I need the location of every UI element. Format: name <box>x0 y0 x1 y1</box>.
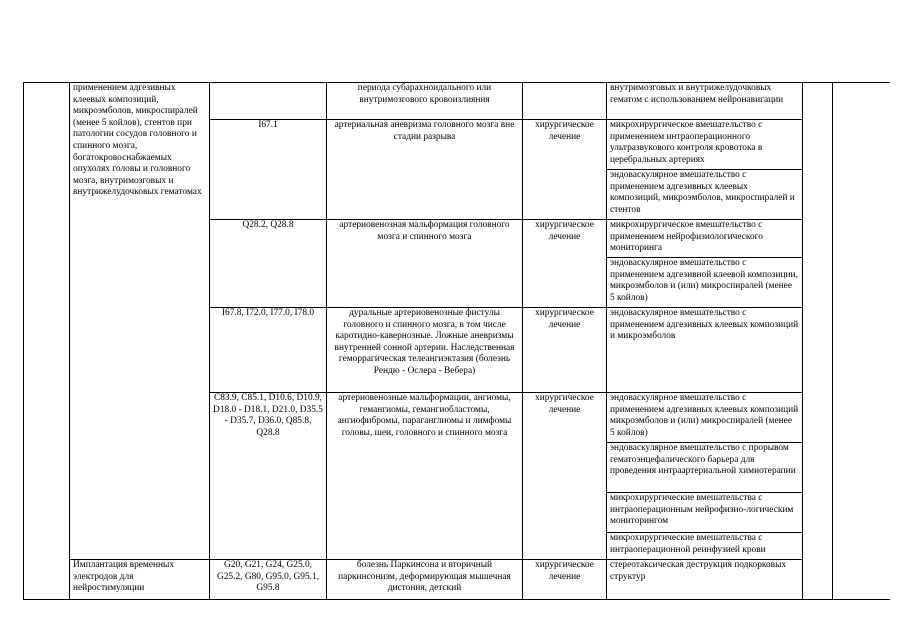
model-cell: дуральные артериовенозные фистулы головного и спинного мозга, в том числе каротидно-кавернозные. Ложные аневризмы внутренней сонной артерии. Наследственная геморрагическая телеангиэктазия (болезнь Рендю - Ослера - Вебера) <box>327 308 523 393</box>
method-cell: эндоваскулярное вмешательство с прорывом гематоэнцефалического барьера для проведения интраартериальной химиотерапии <box>607 443 803 493</box>
intervention-group-cell <box>70 83 210 560</box>
medical-care-table-page <box>23 82 890 606</box>
codes-cell: I67.8, I72.0, I77.0, I78.0 <box>210 308 327 393</box>
method-cell: эндоваскулярное вмешательство с применением адгезивных клеевых композиций микроэмболов и (или) микроспиралей (менее 5 койлов) <box>607 393 803 443</box>
method-cell: эндоваскулярное вмешательство с применением адгезивной клеевой композиции, микроэмболов и (или) микроспиралей (менее 5 койлов) <box>607 258 803 308</box>
model-cell: артериовенозная мальформация головного мозга и спинного мозга <box>327 220 523 308</box>
treatment-type-cell: хирургическое лечение <box>523 393 607 560</box>
treatment-type-cell <box>523 83 607 120</box>
intervention-group-text: применением адгезивных клеевых композиций, микроэмболов, микроспиралей (менее 5 койлов), стентов при патологии сосудов головного и спинного мозга, богатокровоснабжаемых опухолях головы и головного мозга, внутримозговых и внутрижелудочковых гематомах <box>73 83 202 198</box>
medical-care-table <box>23 82 890 600</box>
method-cell: микрохирургическое вмешательство с применением интраоперационного ультразвукового контроля кровотока в церебральных артериях <box>607 120 803 170</box>
empty-cell <box>833 83 891 600</box>
table-row <box>24 560 891 600</box>
method-cell: микрохирургические вмешательства с интраоперационным нейрофизио-логическим мониторингом <box>607 493 803 533</box>
treatment-type-cell: хирургическое лечение <box>523 308 607 393</box>
codes-cell: Q28.2, Q28.8 <box>210 220 327 308</box>
treatment-type-cell: хирургическое лечение <box>523 560 607 600</box>
model-cell: артериовенозные мальформации, ангиомы, гемангиомы, гемангиобластомы, ангиофибромы, параганглиомы и лимфомы головы, шеи, головного и спинного мозга <box>327 393 523 560</box>
empty-cell <box>803 83 833 600</box>
method-cell: внутримозговых и внутрижелудочковых гематом с использованием нейронавигации <box>607 83 803 120</box>
row-number-cell <box>24 83 70 600</box>
treatment-type-cell: хирургическое лечение <box>523 120 607 220</box>
method-cell: стереотаксическая деструкция подкорковых структур <box>607 560 803 600</box>
method-cell: эндоваскулярное вмешательство с применением адгезивных клеевых композиций и микроэмболов <box>607 308 803 393</box>
model-cell: болезнь Паркинсона и вторичный паркинсонизм, деформирующая мышечная дистония, детский <box>327 560 523 600</box>
intervention-group-cell: Имплантация временных электродов для нейростимуляции <box>70 560 210 600</box>
model-cell: периода субарахноидального или внутримозгового кровоизлияния <box>327 83 523 120</box>
method-cell: микрохирургическое вмешательство с применением нейрофизиологического мониторинга <box>607 220 803 258</box>
table-row <box>24 83 891 120</box>
codes-cell: G20, G21, G24, G25.0, G25.2, G80, G95.0, G95.1, G95.8 <box>210 560 327 600</box>
model-cell: артериальная аневризма головного мозга вне стадии разрыва <box>327 120 523 220</box>
codes-cell <box>210 83 327 120</box>
method-cell: эндоваскулярное вмешательство с применением адгезивных клеевых композиций, микроэмболов, микроспиралей и стентов <box>607 170 803 220</box>
codes-cell: I67.1 <box>210 120 327 220</box>
codes-cell: C83.9, C85.1, D10.6, D10.9, D18.0 - D18.1, D21.0, D35.5 - D35.7, D36.0, Q85.8, Q28.8 <box>210 393 327 560</box>
treatment-type-cell: хирургическое лечение <box>523 220 607 308</box>
method-cell: микрохирургические вмешательства с интраоперационной реинфузией крови <box>607 533 803 560</box>
